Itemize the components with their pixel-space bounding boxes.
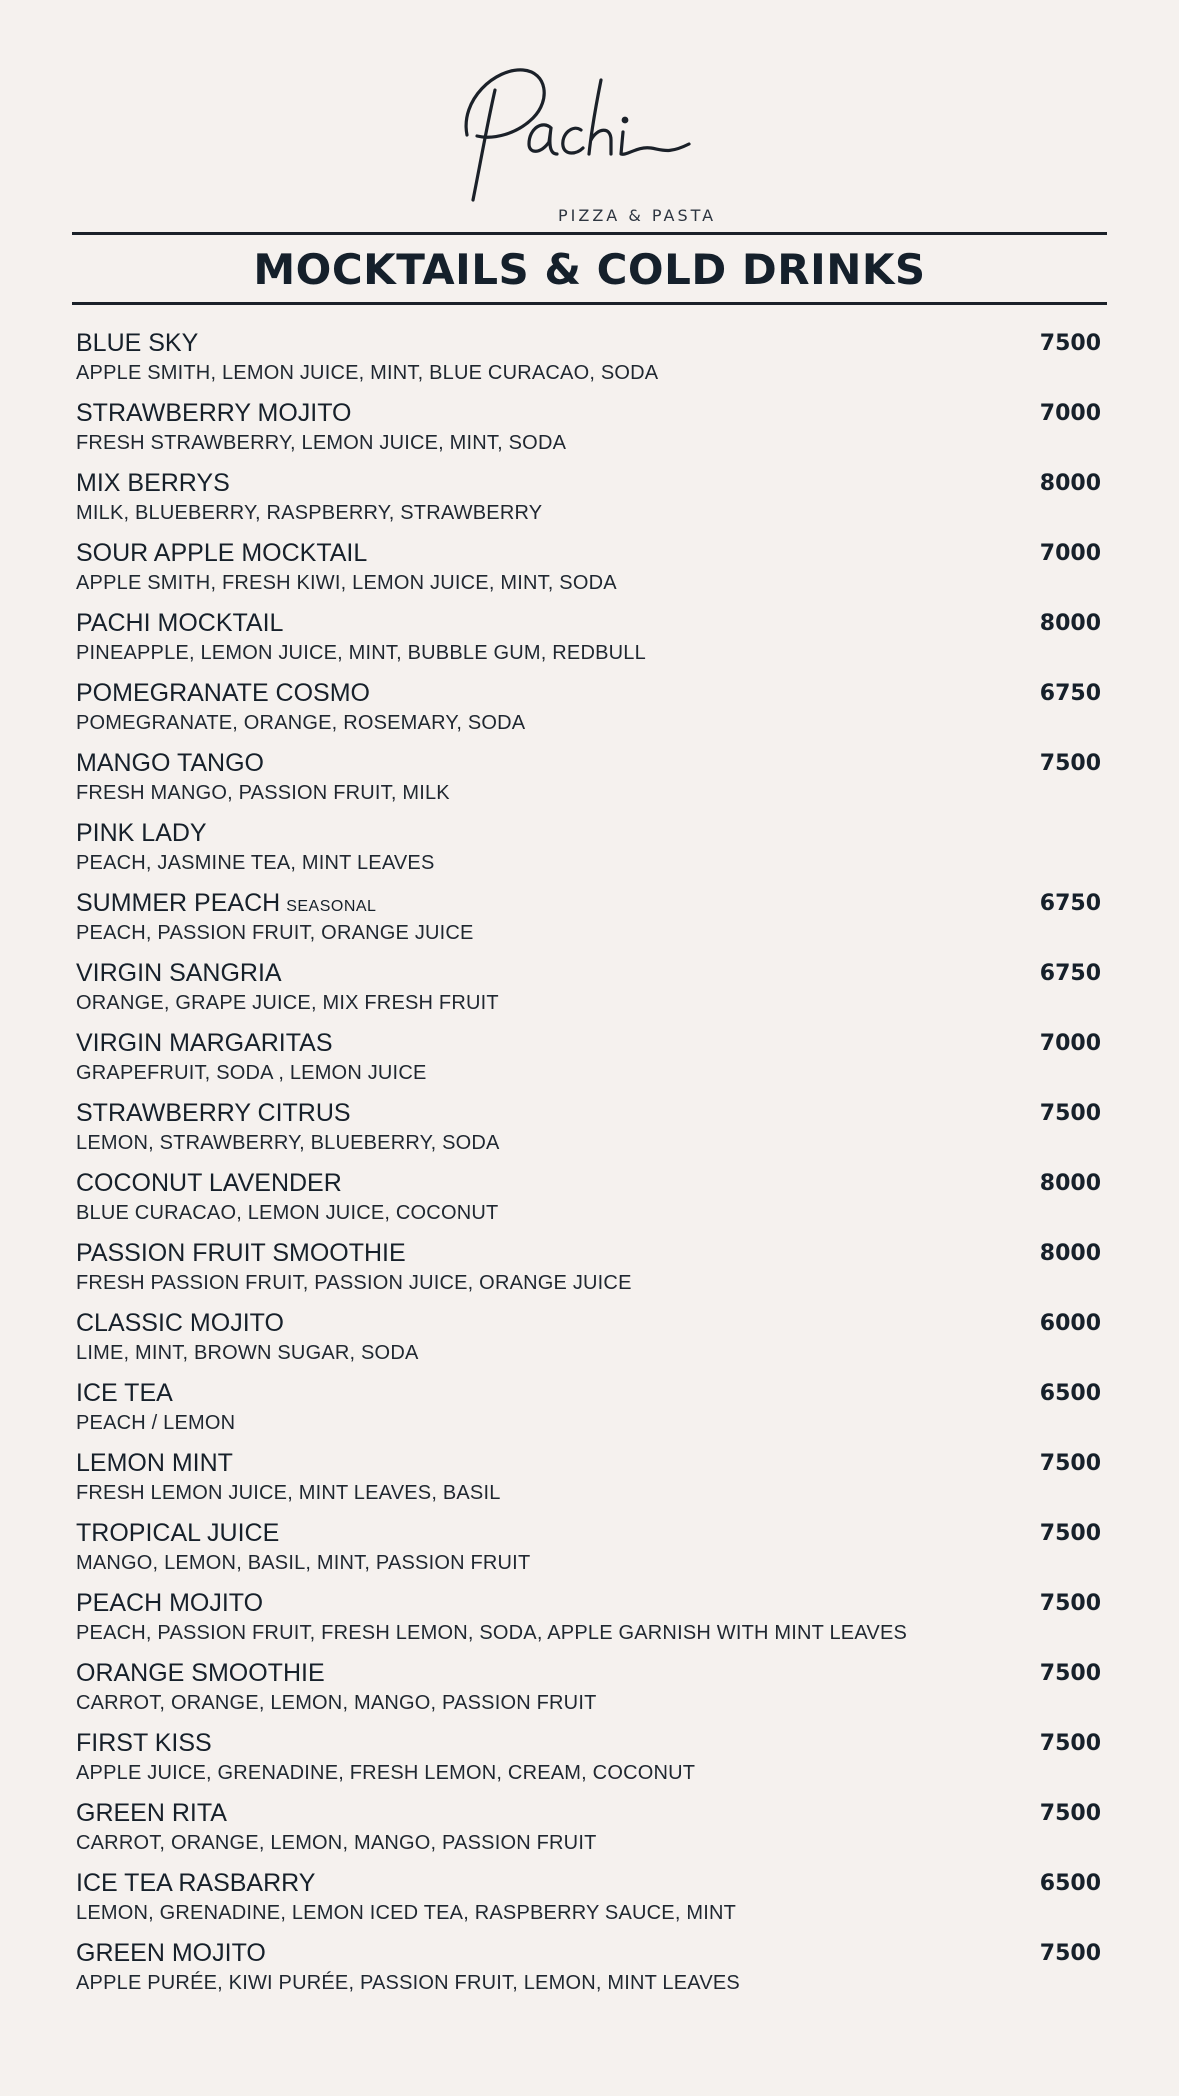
item-name-text: PASSION FRUIT SMOOTHIE bbox=[76, 1239, 406, 1267]
item-name-text: VIRGIN MARGARITAS bbox=[76, 1029, 333, 1057]
item-name-text: GREEN RITA bbox=[76, 1799, 227, 1827]
menu-item bbox=[76, 678, 1101, 748]
item-name-text: PACHI MOCKTAIL bbox=[76, 609, 284, 637]
item-price: 6000 bbox=[1039, 1311, 1101, 1336]
menu-item bbox=[76, 1798, 1101, 1868]
item-name bbox=[76, 1168, 342, 1198]
item-description: PEACH / LEMON bbox=[76, 1412, 236, 1434]
menu-item bbox=[76, 1308, 1101, 1378]
item-name-text: VIRGIN SANGRIA bbox=[76, 959, 282, 987]
item-name-text: BLUE SKY bbox=[76, 329, 199, 357]
item-price: 7500 bbox=[1039, 1661, 1101, 1686]
item-name bbox=[76, 1658, 325, 1688]
item-price: 7500 bbox=[1039, 1591, 1101, 1616]
item-description: PEACH, PASSION FRUIT, FRESH LEMON, SODA, APPLE GARNISH WITH MINT LEAVES bbox=[76, 1622, 908, 1644]
menu-item bbox=[76, 1588, 1101, 1658]
item-name-text: PINK LADY bbox=[76, 819, 207, 847]
item-name bbox=[76, 1938, 266, 1968]
item-price: 8000 bbox=[1039, 1171, 1101, 1196]
menu-item bbox=[76, 1238, 1101, 1308]
item-name-text: SOUR APPLE MOCKTAIL bbox=[76, 539, 368, 567]
item-name bbox=[76, 1868, 315, 1898]
menu-item bbox=[76, 1658, 1101, 1728]
item-description: APPLE PURÉE, KIWI PURÉE, PASSION FRUIT, LEMON, MINT LEAVES bbox=[76, 1972, 740, 1994]
item-name bbox=[76, 958, 282, 988]
item-description: GRAPEFRUIT, SODA , LEMON JUICE bbox=[76, 1062, 427, 1084]
item-name bbox=[76, 398, 352, 428]
item-name bbox=[76, 1728, 212, 1758]
menu-item bbox=[76, 1868, 1101, 1938]
menu-item bbox=[76, 538, 1101, 608]
item-name bbox=[76, 1798, 227, 1828]
item-price: 6750 bbox=[1039, 681, 1101, 706]
item-name bbox=[76, 1518, 279, 1548]
item-name-text: SUMMER PEACH bbox=[76, 889, 281, 917]
item-description: MILK, BLUEBERRY, RASPBERRY, STRAWBERRY bbox=[76, 502, 543, 524]
item-description: LEMON, STRAWBERRY, BLUEBERRY, SODA bbox=[76, 1132, 500, 1154]
menu-item bbox=[76, 608, 1101, 678]
menu-item bbox=[76, 1938, 1101, 2008]
item-description: APPLE SMITH, LEMON JUICE, MINT, BLUE CURACAO, SODA bbox=[76, 362, 659, 384]
item-name-text: STRAWBERRY CITRUS bbox=[76, 1099, 351, 1127]
menu-item bbox=[76, 328, 1101, 398]
item-price: 7500 bbox=[1039, 1451, 1101, 1476]
item-description: POMEGRANATE, ORANGE, ROSEMARY, SODA bbox=[76, 712, 526, 734]
menu-item bbox=[76, 1098, 1101, 1168]
item-name-text: MIX BERRYS bbox=[76, 469, 230, 497]
item-name bbox=[76, 328, 198, 358]
item-description: FRESH LEMON JUICE, MINT LEAVES, BASIL bbox=[76, 1482, 501, 1504]
item-name-text: FIRST KISS bbox=[76, 1729, 212, 1757]
drinks-list bbox=[76, 328, 1101, 2008]
section-title: MOCKTAILS & COLD DRINKS bbox=[253, 245, 926, 294]
item-description: PEACH, PASSION FRUIT, ORANGE JUICE bbox=[76, 922, 474, 944]
item-price: 7500 bbox=[1039, 1731, 1101, 1756]
item-name bbox=[76, 1238, 406, 1268]
pachi-script-logo bbox=[455, 50, 735, 215]
item-name bbox=[76, 1098, 351, 1128]
item-price: 7500 bbox=[1039, 1801, 1101, 1826]
item-name-text: PEACH MOJITO bbox=[76, 1589, 264, 1617]
item-tag: SEASONAL bbox=[286, 898, 377, 915]
item-name-text: ICE TEA bbox=[76, 1379, 173, 1407]
item-description: MANGO, LEMON, BASIL, MINT, PASSION FRUIT bbox=[76, 1552, 531, 1574]
menu-item bbox=[76, 958, 1101, 1028]
menu-item bbox=[76, 398, 1101, 468]
item-price: 7000 bbox=[1039, 401, 1101, 426]
item-name-text: COCONUT LAVENDER bbox=[76, 1169, 342, 1197]
item-name bbox=[76, 1028, 333, 1058]
item-price: 7500 bbox=[1039, 331, 1101, 356]
item-price: 6750 bbox=[1039, 961, 1101, 986]
item-price: 7000 bbox=[1039, 1031, 1101, 1056]
item-name bbox=[76, 1588, 263, 1618]
item-name-text: ORANGE SMOOTHIE bbox=[76, 1659, 325, 1687]
menu-item bbox=[76, 818, 1101, 888]
item-price: 8000 bbox=[1039, 471, 1101, 496]
item-description: APPLE JUICE, GRENADINE, FRESH LEMON, CREAM, COCONUT bbox=[76, 1762, 696, 1784]
menu-item bbox=[76, 888, 1101, 958]
item-name bbox=[76, 1308, 284, 1338]
item-name-text: TROPICAL JUICE bbox=[76, 1519, 280, 1547]
item-price: 7500 bbox=[1039, 751, 1101, 776]
item-description: FRESH STRAWBERRY, LEMON JUICE, MINT, SODA bbox=[76, 432, 567, 454]
item-name bbox=[76, 1448, 233, 1478]
item-name-text: ICE TEA RASBARRY bbox=[76, 1869, 316, 1897]
brand-subtitle: PIZZA & PASTA bbox=[558, 206, 717, 225]
item-price: 8000 bbox=[1039, 1241, 1101, 1266]
item-price: 6500 bbox=[1039, 1381, 1101, 1406]
item-description: LEMON, GRENADINE, LEMON ICED TEA, RASPBERRY SAUCE, MINT bbox=[76, 1902, 737, 1924]
divider-bottom bbox=[72, 302, 1107, 305]
item-description: FRESH PASSION FRUIT, PASSION JUICE, ORANGE JUICE bbox=[76, 1272, 632, 1294]
item-description: CARROT, ORANGE, LEMON, MANGO, PASSION FRUIT bbox=[76, 1692, 597, 1714]
item-name bbox=[76, 538, 367, 568]
item-name-text: GREEN MOJITO bbox=[76, 1939, 266, 1967]
item-description: LIME, MINT, BROWN SUGAR, SODA bbox=[76, 1342, 419, 1364]
item-description: APPLE SMITH, FRESH KIWI, LEMON JUICE, MINT, SODA bbox=[76, 572, 617, 594]
menu-item bbox=[76, 748, 1101, 818]
item-price: 7500 bbox=[1039, 1941, 1101, 1966]
brand-logo bbox=[0, 40, 1179, 225]
menu-item bbox=[76, 1518, 1101, 1588]
item-name-text: CLASSIC MOJITO bbox=[76, 1309, 284, 1337]
item-name bbox=[76, 608, 283, 638]
item-description: FRESH MANGO, PASSION FRUIT, MILK bbox=[76, 782, 450, 804]
item-name-text: MANGO TANGO bbox=[76, 749, 264, 777]
item-price: 7000 bbox=[1039, 541, 1101, 566]
item-name bbox=[76, 748, 264, 778]
item-name-text: STRAWBERRY MOJITO bbox=[76, 399, 352, 427]
item-price: 6500 bbox=[1039, 1871, 1101, 1896]
item-price: 8000 bbox=[1039, 611, 1101, 636]
item-price: 7500 bbox=[1039, 1521, 1101, 1546]
item-name bbox=[76, 818, 207, 848]
item-description: PEACH, JASMINE TEA, MINT LEAVES bbox=[76, 852, 435, 874]
item-description: CARROT, ORANGE, LEMON, MANGO, PASSION FRUIT bbox=[76, 1832, 597, 1854]
item-description: ORANGE, GRAPE JUICE, MIX FRESH FRUIT bbox=[76, 992, 499, 1014]
menu-item bbox=[76, 1028, 1101, 1098]
item-name bbox=[76, 1378, 173, 1408]
menu-item bbox=[76, 1448, 1101, 1518]
divider-top bbox=[72, 232, 1107, 235]
menu-item bbox=[76, 1728, 1101, 1798]
menu-item bbox=[76, 1168, 1101, 1238]
item-name-text: POMEGRANATE COSMO bbox=[76, 679, 371, 707]
item-name bbox=[76, 888, 376, 922]
item-description: BLUE CURACAO, LEMON JUICE, COCONUT bbox=[76, 1202, 499, 1224]
menu-item bbox=[76, 1378, 1101, 1448]
item-name-text: LEMON MINT bbox=[76, 1449, 233, 1477]
item-price: 6750 bbox=[1039, 891, 1101, 916]
item-name bbox=[76, 468, 230, 498]
item-price: 7500 bbox=[1039, 1101, 1101, 1126]
menu-item bbox=[76, 468, 1101, 538]
item-name bbox=[76, 678, 370, 708]
item-description: PINEAPPLE, LEMON JUICE, MINT, BUBBLE GUM, REDBULL bbox=[76, 642, 646, 664]
